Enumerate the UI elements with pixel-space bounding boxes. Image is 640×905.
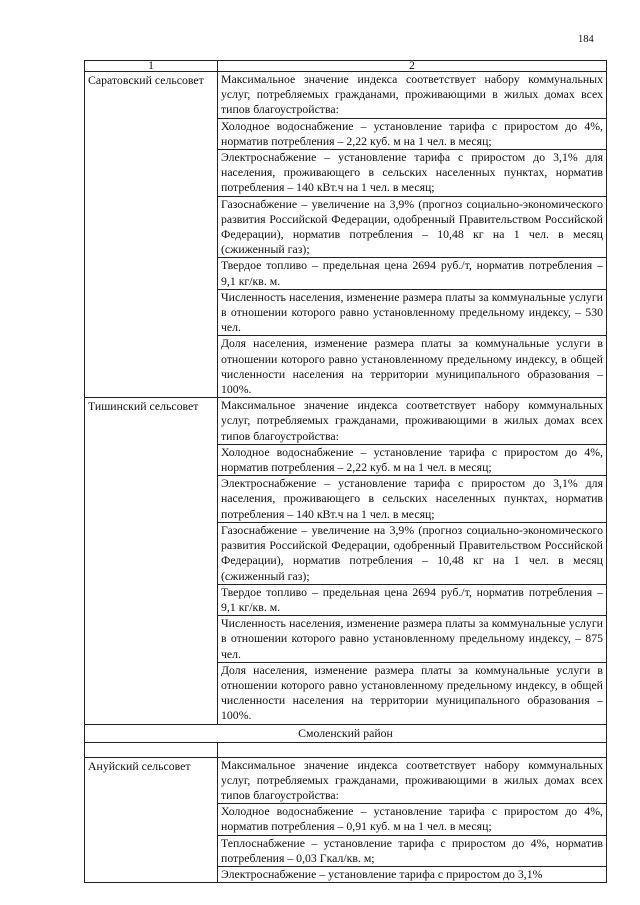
spacer-row: [85, 742, 607, 757]
description-paragraph: Максимальное значение индекса соответствует набору коммунальных услуг, потребляемых гражданами, проживающими в жилых домах всех типов благоустройства:: [221, 757, 603, 802]
table-row: [85, 757, 607, 883]
description-paragraph: Численность населения, изменение размера платы за коммунальные услуги в отношении которого равно установленному предельному индексу, – 875 чел.: [218, 615, 606, 662]
settlement-description: [218, 398, 607, 724]
description-paragraph: Доля населения, изменение размера платы за коммунальные услуги в отношении которого равно установленному предельному индексу, в общей численности населения на территории муниципального образования – 100%.: [218, 662, 606, 724]
description-paragraph: Электроснабжение – установление тарифа с приростом до 3,1% для населения, проживающего в сельских населенных пунктах, норматив потребления – 140 кВт.ч на 1 чел. в месяц;: [218, 149, 606, 196]
description-paragraph: Твердое топливо – предельная цена 2694 руб./т, норматив потребления – 9,1 кг/кв. м.: [218, 257, 606, 288]
description-paragraph: Твердое топливо – предельная цена 2694 руб./т, норматив потребления – 9,1 кг/кв. м.: [218, 584, 606, 615]
header-col-1: 1: [85, 61, 218, 72]
description-paragraph: Холодное водоснабжение – установление тарифа с приростом до 4%, норматив потребления – 2,22 куб. м на 1 чел. в месяц;: [218, 118, 606, 149]
settlement-description: [218, 72, 607, 398]
district-title: Смоленский район: [85, 724, 607, 742]
description-paragraph: Холодное водоснабжение – установление тарифа с приростом до 4%, норматив потребления – 0,91 куб. м на 1 чел. в месяц;: [218, 803, 606, 834]
description-paragraph: Электроснабжение – установление тарифа с приростом до 3,1% для населения, проживающего в сельских населенных пунктах, норматив потребления – 140 кВт.ч на 1 чел. в месяц;: [218, 475, 606, 522]
table-row: [85, 72, 607, 398]
description-paragraph: Холодное водоснабжение – установление тарифа с приростом до 4%, норматив потребления – 2,22 куб. м на 1 чел. в месяц;: [218, 444, 606, 475]
description-paragraph: Численность населения, изменение размера платы за коммунальные услуги в отношении которого равно установленному предельному индексу, – 530 чел.: [218, 289, 606, 336]
description-paragraph: Максимальное значение индекса соответствует набору коммунальных услуг, потребляемых гражданами, проживающими в жилых домах всех типов благоустройства:: [221, 72, 603, 117]
settlement-name: Саратовский сельсовет: [85, 72, 218, 398]
description-paragraph: Газоснабжение – увеличение на 3,9% (прогноз социально-экономического развития Российской Федерации, одобренный Правительством Российской Федерации), норматив потребления – 10,48 кг на 1 чел. в месяц (сжиженный газ);: [218, 196, 606, 258]
page-number: 184: [578, 34, 594, 45]
description-paragraph: Максимальное значение индекса соответствует набору коммунальных услуг, потребляемых гражданами, проживающими в жилых домах всех типов благоустройства:: [221, 398, 603, 443]
table-header-row: [85, 61, 607, 72]
description-paragraph: Теплоснабжение – установление тарифа с приростом до 4%, норматив потребления – 0,03 Гкал/кв. м;: [218, 835, 606, 866]
tariff-table: [84, 60, 607, 883]
settlement-description: [218, 757, 607, 883]
description-paragraph: Электроснабжение – установление тарифа с приростом до 3,1%: [218, 866, 606, 882]
table-row: [85, 398, 607, 724]
district-row: [85, 724, 607, 742]
header-col-2: 2: [218, 61, 607, 72]
description-paragraph: Доля населения, изменение размера платы за коммунальные услуги в отношении которого равно установленному предельному индексу, в общей численности населения на территории муниципального образования – 100%.: [218, 335, 606, 397]
description-paragraph: Газоснабжение – увеличение на 3,9% (прогноз социально-экономического развития Российской Федерации, одобренный Правительством Российской Федерации), норматив потребления – 10,48 кг на 1 чел. в месяц (сжиженный газ);: [218, 522, 606, 584]
settlement-name: Тишинский сельсовет: [85, 398, 218, 724]
settlement-name: Ануйский сельсовет: [85, 757, 218, 883]
